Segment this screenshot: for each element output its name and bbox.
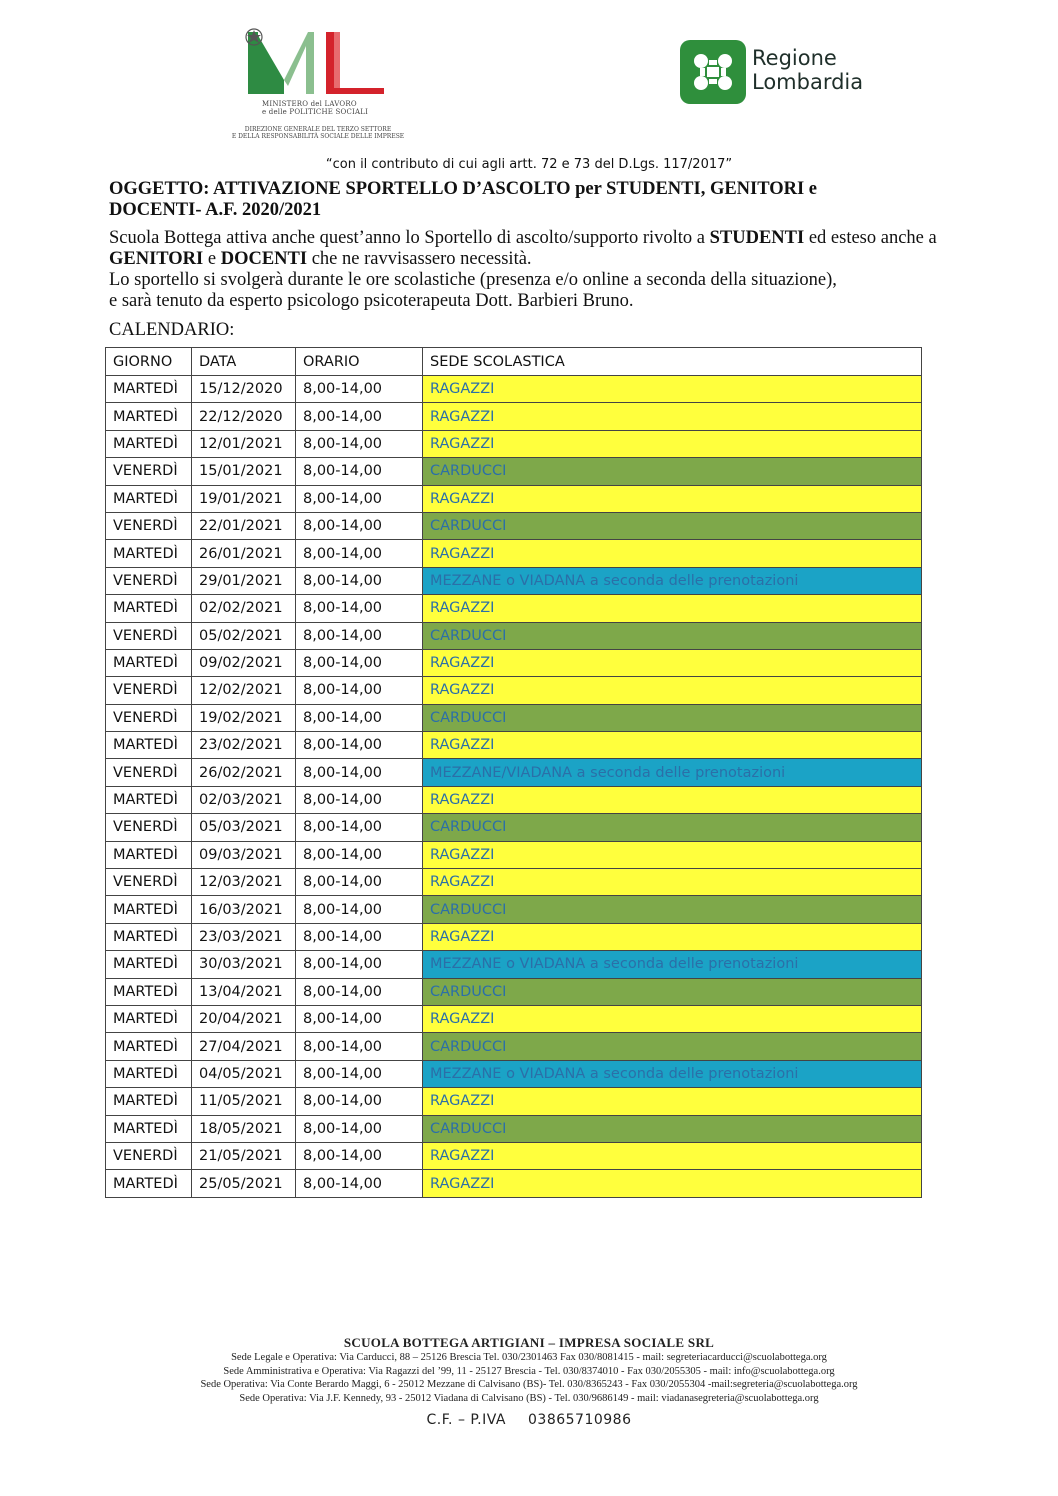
cell-data: 15/01/2021 [192,458,296,485]
footer-address-line: Sede Amministrativa e Operativa: Via Ragazzi del ’99, 11 - 25127 Brescia - Tel. 030/8374010 - Fax 030/2055305 - mail: info@scuolabottega.org [223,1365,835,1377]
cell-orario: 8,00-14,00 [296,512,423,539]
cell-giorno: MARTEDÌ [106,1033,192,1060]
table-row [106,458,922,485]
cell-giorno: MARTEDÌ [106,978,192,1005]
cell-data: 26/02/2021 [192,759,296,786]
footer-address-line: Sede Operativa: Via J.F. Kennedy, 93 - 25012 Viadana di Calvisano (BS) - Tel. 030/9686149 - mail: viadanasegreteria@scuolabottega.org [239,1392,819,1404]
cell-data: 18/05/2021 [192,1115,296,1142]
cell-orario: 8,00-14,00 [296,1033,423,1060]
cell-sede: RAGAZZI [423,430,922,457]
intro-text: e [203,249,221,269]
contribution-note: “con il contributo di cui agli artt. 72 e 73 del D.Lgs. 117/2017” [325,157,733,172]
cell-data: 09/02/2021 [192,649,296,676]
cell-giorno: MARTEDÌ [106,896,192,923]
fiscal-code: 03865710986 [528,1412,632,1428]
cell-orario: 8,00-14,00 [296,814,423,841]
cell-data: 12/01/2021 [192,430,296,457]
cell-giorno: MARTEDÌ [106,923,192,950]
subject-line: OGGETTO: ATTIVAZIONE SPORTELLO D’ASCOLTO per STUDENTI, GENITORI e [109,179,818,199]
cell-orario: 8,00-14,00 [296,1115,423,1142]
table-row [106,649,922,676]
cell-sede: RAGAZZI [423,1088,922,1115]
cell-sede: CARDUCCI [423,1033,922,1060]
cell-data: 16/03/2021 [192,896,296,923]
cell-sede: RAGAZZI [423,1005,922,1032]
cell-orario: 8,00-14,00 [296,841,423,868]
table-row [106,595,922,622]
cell-giorno: MARTEDÌ [106,1060,192,1087]
cell-sede: RAGAZZI [423,841,922,868]
table-row [106,869,922,896]
footer-fiscal [0,1412,1058,1428]
cell-sede: RAGAZZI [423,485,922,512]
cell-sede: CARDUCCI [423,512,922,539]
cell-data: 20/04/2021 [192,1005,296,1032]
cell-giorno: VENERDÌ [106,458,192,485]
cell-data: 26/01/2021 [192,540,296,567]
ministry-direction [218,126,418,140]
cell-sede: RAGAZZI [423,923,922,950]
ministry-direction-line: DIREZIONE GENERALE DEL TERZO SETTORE [244,126,392,133]
table-row [106,1033,922,1060]
cell-sede: RAGAZZI [423,649,922,676]
cell-sede: CARDUCCI [423,458,922,485]
cell-orario: 8,00-14,00 [296,923,423,950]
table-row [106,1005,922,1032]
cell-data: 11/05/2021 [192,1088,296,1115]
cell-data: 22/01/2021 [192,512,296,539]
table-row [106,1088,922,1115]
subject-line: DOCENTI- A.F. 2020/2021 [109,200,322,220]
table-row [106,403,922,430]
ministry-name [262,100,368,116]
table-row [106,704,922,731]
cell-orario: 8,00-14,00 [296,1088,423,1115]
cell-sede: CARDUCCI [423,622,922,649]
cell-data: 30/03/2021 [192,951,296,978]
cell-giorno: VENERDÌ [106,759,192,786]
cell-data: 02/02/2021 [192,595,296,622]
cell-sede: MEZZANE/VIADANA a seconda delle prenotazioni [423,759,922,786]
intro-bold-docenti: DOCENTI [220,249,308,269]
table-row [106,923,922,950]
cell-data: 05/02/2021 [192,622,296,649]
cell-orario: 8,00-14,00 [296,732,423,759]
cell-giorno: MARTEDÌ [106,1088,192,1115]
cell-orario: 8,00-14,00 [296,704,423,731]
ministry-logo [218,26,418,151]
cell-orario: 8,00-14,00 [296,896,423,923]
cell-orario: 8,00-14,00 [296,1060,423,1087]
region-name-line: Regione [752,46,837,70]
cell-data: 02/03/2021 [192,786,296,813]
header-sede: SEDE SCOLASTICA [423,348,922,376]
cell-sede: RAGAZZI [423,869,922,896]
cell-giorno: VENERDÌ [106,814,192,841]
table-row [106,1115,922,1142]
cell-sede: RAGAZZI [423,595,922,622]
cell-orario: 8,00-14,00 [296,430,423,457]
cell-giorno: VENERDÌ [106,869,192,896]
cell-sede: RAGAZZI [423,1170,922,1197]
ministry-name-line: MINISTERO del LAVORO [262,100,357,108]
cell-sede: CARDUCCI [423,814,922,841]
cell-giorno: MARTEDÌ [106,1115,192,1142]
table-row [106,759,922,786]
cell-orario: 8,00-14,00 [296,759,423,786]
cell-giorno: MARTEDÌ [106,951,192,978]
cell-giorno: MARTEDÌ [106,485,192,512]
cell-sede: RAGAZZI [423,1142,922,1169]
table-row [106,978,922,1005]
cell-data: 23/02/2021 [192,732,296,759]
cell-giorno: MARTEDÌ [106,430,192,457]
table-row [106,786,922,813]
cell-sede: RAGAZZI [423,786,922,813]
cell-data: 13/04/2021 [192,978,296,1005]
cell-orario: 8,00-14,00 [296,1170,423,1197]
cell-sede: MEZZANE o VIADANA a seconda delle prenotazioni [423,951,922,978]
cell-data: 19/01/2021 [192,485,296,512]
cell-sede: CARDUCCI [423,704,922,731]
cell-data: 25/05/2021 [192,1170,296,1197]
cell-sede: CARDUCCI [423,896,922,923]
cell-orario: 8,00-14,00 [296,376,423,403]
cell-sede: RAGAZZI [423,732,922,759]
regione-lombardia-wordmark [752,46,863,94]
cell-giorno: VENERDÌ [106,567,192,594]
cell-orario: 8,00-14,00 [296,677,423,704]
cell-data: 22/12/2020 [192,403,296,430]
intro-first-paragraph [109,228,969,270]
region-name-line: Lombardia [752,70,864,94]
cell-data: 23/03/2021 [192,923,296,950]
cell-sede: RAGAZZI [423,540,922,567]
cell-giorno: MARTEDÌ [106,1005,192,1032]
cell-giorno: VENERDÌ [106,1142,192,1169]
footer-company: SCUOLA BOTTEGA ARTIGIANI – IMPRESA SOCIALE SRL [343,1335,715,1350]
cell-giorno: VENERDÌ [106,512,192,539]
table-row [106,376,922,403]
cell-sede: MEZZANE o VIADANA a seconda delle prenotazioni [423,1060,922,1087]
cell-giorno: MARTEDÌ [106,540,192,567]
cell-orario: 8,00-14,00 [296,567,423,594]
ministry-name-line: e delle POLITICHE SOCIALI [262,108,369,116]
cell-orario: 8,00-14,00 [296,951,423,978]
intro-second-line: Lo sportello si svolgerà durante le ore scolastiche (presenza e/o online a seconda della situazione), [109,270,837,290]
cell-giorno: VENERDÌ [106,677,192,704]
cell-orario: 8,00-14,00 [296,1005,423,1032]
table-row [106,951,922,978]
cell-data: 04/05/2021 [192,1060,296,1087]
cell-data: 27/04/2021 [192,1033,296,1060]
header-data: DATA [192,348,296,376]
table-row [106,512,922,539]
calendar-body [106,376,922,1198]
table-row [106,1170,922,1197]
table-row [106,841,922,868]
cell-giorno: MARTEDÌ [106,732,192,759]
cell-giorno: VENERDÌ [106,704,192,731]
fiscal-label: C.F. – P.IVA [426,1412,506,1428]
cell-sede: CARDUCCI [423,1115,922,1142]
cell-orario: 8,00-14,00 [296,458,423,485]
table-row [106,567,922,594]
header-giorno: GIORNO [106,348,192,376]
table-row [106,732,922,759]
cell-orario: 8,00-14,00 [296,485,423,512]
cell-giorno: MARTEDÌ [106,841,192,868]
intro-text: Scuola Bottega attiva anche quest’anno lo Sportello di ascolto/supporto rivolto a [109,228,710,248]
cell-giorno: MARTEDÌ [106,376,192,403]
cell-data: 12/02/2021 [192,677,296,704]
cell-sede: CARDUCCI [423,978,922,1005]
footer [0,1334,1058,1428]
footer-address-line: Sede Legale e Operativa: Via Carducci, 88 – 25126 Brescia Tel. 030/2301463 Fax 030/8081415 - mail: segreteriacarducci@scuolabottega.org [231,1352,827,1363]
cell-orario: 8,00-14,00 [296,786,423,813]
cell-data: 19/02/2021 [192,704,296,731]
cell-orario: 8,00-14,00 [296,869,423,896]
regione-lombardia-mark-icon [680,40,746,104]
subject-heading [109,179,969,221]
table-row [106,622,922,649]
cell-orario: 8,00-14,00 [296,978,423,1005]
cell-giorno: VENERDÌ [106,622,192,649]
intro-bold-genitori: GENITORI [109,249,204,269]
cell-sede: RAGAZZI [423,403,922,430]
footer-address-line: Sede Operativa: Via Conte Berardo Maggi, 6 - 25012 Mezzane di Calvisano (BS)- Tel. 030/8365243 - Fax 030/2055304 -mail:segreteria@scuolabottega.org [200,1379,858,1390]
cell-giorno: MARTEDÌ [106,403,192,430]
ministry-direction-line: E DELLA RESPONSABILITÀ SOCIALE DELLE IMPRESE [231,133,405,140]
cell-data: 05/03/2021 [192,814,296,841]
republic-emblem-icon [244,26,264,48]
cell-orario: 8,00-14,00 [296,540,423,567]
cell-orario: 8,00-14,00 [296,622,423,649]
cell-data: 09/03/2021 [192,841,296,868]
ministry-ml-monogram [244,26,394,98]
intro-paragraph [109,228,969,312]
intro-text: ed esteso anche a [804,228,937,248]
cell-giorno: MARTEDÌ [106,649,192,676]
cell-orario: 8,00-14,00 [296,1142,423,1169]
calendar-label: CALENDARIO: [109,320,235,340]
cell-data: 12/03/2021 [192,869,296,896]
cell-data: 21/05/2021 [192,1142,296,1169]
cell-orario: 8,00-14,00 [296,649,423,676]
table-row [106,1142,922,1169]
table-row [106,430,922,457]
cell-orario: 8,00-14,00 [296,403,423,430]
cell-data: 29/01/2021 [192,567,296,594]
cell-giorno: MARTEDÌ [106,1170,192,1197]
cell-sede: MEZZANE o VIADANA a seconda delle prenotazioni [423,567,922,594]
cell-giorno: MARTEDÌ [106,786,192,813]
table-row [106,677,922,704]
table-row [106,540,922,567]
header-orario: ORARIO [296,348,423,376]
intro-text: che ne ravvisassero necessità. [307,249,532,269]
table-row [106,1060,922,1087]
table-header-row [106,348,922,376]
cell-giorno: MARTEDÌ [106,595,192,622]
table-row [106,485,922,512]
intro-third-line: e sarà tenuto da esperto psicologo psicoterapeuta Dott. Barbieri Bruno. [109,291,634,311]
table-row [106,814,922,841]
calendar-table [105,347,922,1198]
cell-data: 15/12/2020 [192,376,296,403]
table-row [106,896,922,923]
cell-orario: 8,00-14,00 [296,595,423,622]
intro-bold-studenti: STUDENTI [709,228,805,248]
cell-sede: RAGAZZI [423,376,922,403]
cell-sede: RAGAZZI [423,677,922,704]
